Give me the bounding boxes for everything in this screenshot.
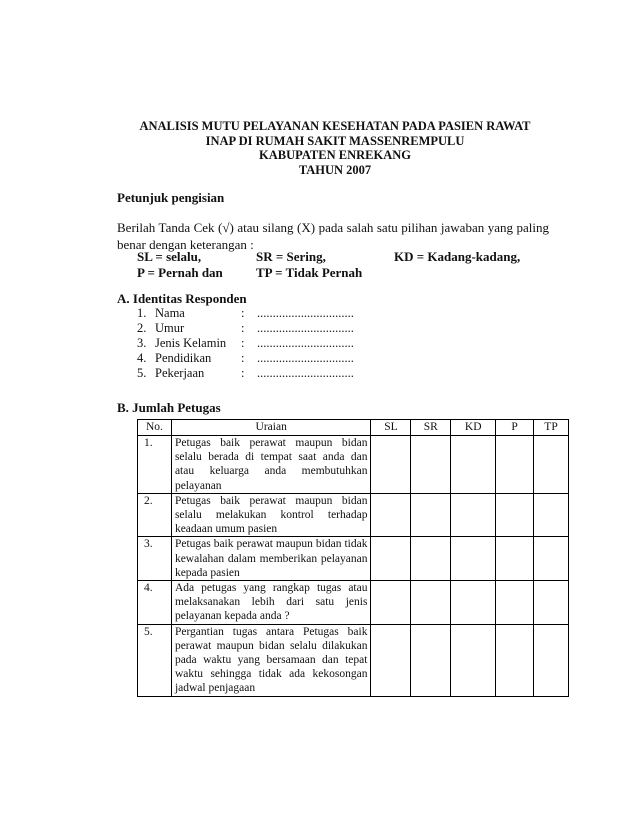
answer-cell-sr[interactable]: [411, 581, 451, 625]
answer-cell-kd[interactable]: [451, 493, 496, 537]
row-number: 5.: [138, 624, 172, 696]
answer-cell-kd[interactable]: [451, 537, 496, 581]
document-title: [100, 119, 570, 177]
answer-cell-sr[interactable]: [411, 436, 451, 494]
identity-field-pendidikan: [137, 351, 437, 366]
row-statement: Pergantian tugas antara Petugas baik perawat maupun bidan selalu dilakukan pada waktu yang bersamaan dan tepat waktu sehingga tidak ada kekosongan jadwal penjagaan: [171, 624, 371, 696]
row-number: 2.: [138, 493, 172, 537]
answer-cell-sl[interactable]: [371, 581, 411, 625]
row-statement: Ada petugas yang rangkap tugas atau melaksanakan lebih dari satu jenis pelayanan kepada anda ?: [171, 581, 371, 625]
instructions-line-2: benar dengan keterangan :: [117, 237, 254, 252]
answer-cell-kd[interactable]: [451, 624, 496, 696]
instructions-paragraph: [117, 219, 549, 253]
legend-sr: SR = Sering,: [256, 249, 326, 264]
row-statement: Petugas baik perawat maupun bidan selalu melakukan kontrol terhadap keadaan umum pasien: [171, 493, 371, 537]
answer-cell-sl[interactable]: [371, 537, 411, 581]
field-number: 5.: [137, 366, 147, 380]
table-row: [138, 581, 569, 625]
table-row: [138, 537, 569, 581]
field-colon: :: [241, 336, 245, 350]
answer-cell-p[interactable]: [496, 537, 534, 581]
answer-cell-sr[interactable]: [411, 537, 451, 581]
row-number: 4.: [138, 581, 172, 625]
answer-cell-sl[interactable]: [371, 493, 411, 537]
field-number: 1.: [137, 306, 147, 320]
table-row: [138, 493, 569, 537]
answer-cell-sr[interactable]: [411, 493, 451, 537]
field-blank[interactable]: ...............................: [257, 321, 354, 335]
field-number: 3.: [137, 336, 147, 350]
identity-field-umur: [137, 321, 437, 336]
answer-cell-tp[interactable]: [534, 493, 569, 537]
answer-cell-sr[interactable]: [411, 624, 451, 696]
column-header-no: No.: [138, 420, 172, 436]
field-colon: :: [241, 366, 245, 380]
answer-cell-tp[interactable]: [534, 624, 569, 696]
field-blank[interactable]: ...............................: [257, 306, 354, 320]
field-blank[interactable]: ...............................: [257, 351, 354, 365]
identity-field-jenis-kelamin: [137, 336, 437, 351]
answer-cell-p[interactable]: [496, 493, 534, 537]
column-header-sl: SL: [371, 420, 411, 436]
answer-cell-p[interactable]: [496, 624, 534, 696]
field-number: 4.: [137, 351, 147, 365]
row-number: 1.: [138, 436, 172, 494]
legend-tp: TP = Tidak Pernah: [256, 265, 363, 280]
answer-cell-kd[interactable]: [451, 436, 496, 494]
field-blank[interactable]: ...............................: [257, 336, 354, 350]
table-row: [138, 624, 569, 696]
field-label: Umur: [155, 321, 185, 335]
respondent-identity-list: [137, 306, 437, 381]
column-header-kd: KD: [451, 420, 496, 436]
field-label: Nama: [155, 306, 185, 320]
table-header-row: [138, 420, 569, 436]
field-label: Jenis Kelamin: [155, 336, 227, 350]
section-a-heading: A. Identitas Responden: [117, 291, 247, 306]
answer-cell-kd[interactable]: [451, 581, 496, 625]
field-number: 2.: [137, 321, 147, 335]
identity-field-pekerjaan: [137, 366, 437, 381]
column-header-sr: SR: [411, 420, 451, 436]
row-statement: Petugas baik perawat maupun bidan selalu berada di tempat saat anda dan atau keluarga anda membutuhkan pelayanan: [171, 436, 371, 494]
answer-cell-sl[interactable]: [371, 624, 411, 696]
field-colon: :: [241, 351, 245, 365]
field-label: Pendidikan: [155, 351, 212, 365]
title-line-1: ANALISIS MUTU PELAYANAN KESEHATAN PADA PASIEN RAWAT: [139, 119, 531, 133]
column-header-tp: TP: [534, 420, 569, 436]
legend-sl: SL = selalu,: [137, 249, 202, 264]
answer-cell-p[interactable]: [496, 436, 534, 494]
answer-cell-tp[interactable]: [534, 436, 569, 494]
instructions-line-1: Berilah Tanda Cek (√) atau silang (X) pada salah satu pilihan jawaban yang paling: [117, 220, 549, 235]
field-label: Pekerjaan: [155, 366, 205, 380]
legend-p: P = Pernah dan: [137, 265, 223, 280]
section-b-heading: B. Jumlah Petugas: [117, 400, 221, 415]
field-colon: :: [241, 306, 245, 320]
legend-kd: KD = Kadang-kadang,: [394, 249, 521, 264]
title-line-4: TAHUN 2007: [298, 162, 372, 177]
row-statement: Petugas baik perawat maupun bidan tidak kewalahan dalam memberikan pelayanan kepada pasien: [171, 537, 371, 581]
table-row: [138, 436, 569, 494]
questionnaire-table: [137, 419, 569, 697]
column-header-uraian: Uraian: [171, 420, 371, 436]
instructions-heading: Petunjuk pengisian: [117, 190, 225, 205]
column-header-p: P: [496, 420, 534, 436]
answer-cell-p[interactable]: [496, 581, 534, 625]
title-line-2: INAP DI RUMAH SAKIT MASSENREMPULU: [205, 133, 465, 148]
identity-field-nama: [137, 306, 437, 321]
field-colon: :: [241, 321, 245, 335]
answer-cell-tp[interactable]: [534, 537, 569, 581]
answer-cell-tp[interactable]: [534, 581, 569, 625]
answer-cell-sl[interactable]: [371, 436, 411, 494]
row-number: 3.: [138, 537, 172, 581]
title-line-3: KABUPATEN ENREKANG: [259, 148, 411, 162]
field-blank[interactable]: ...............................: [257, 366, 354, 380]
